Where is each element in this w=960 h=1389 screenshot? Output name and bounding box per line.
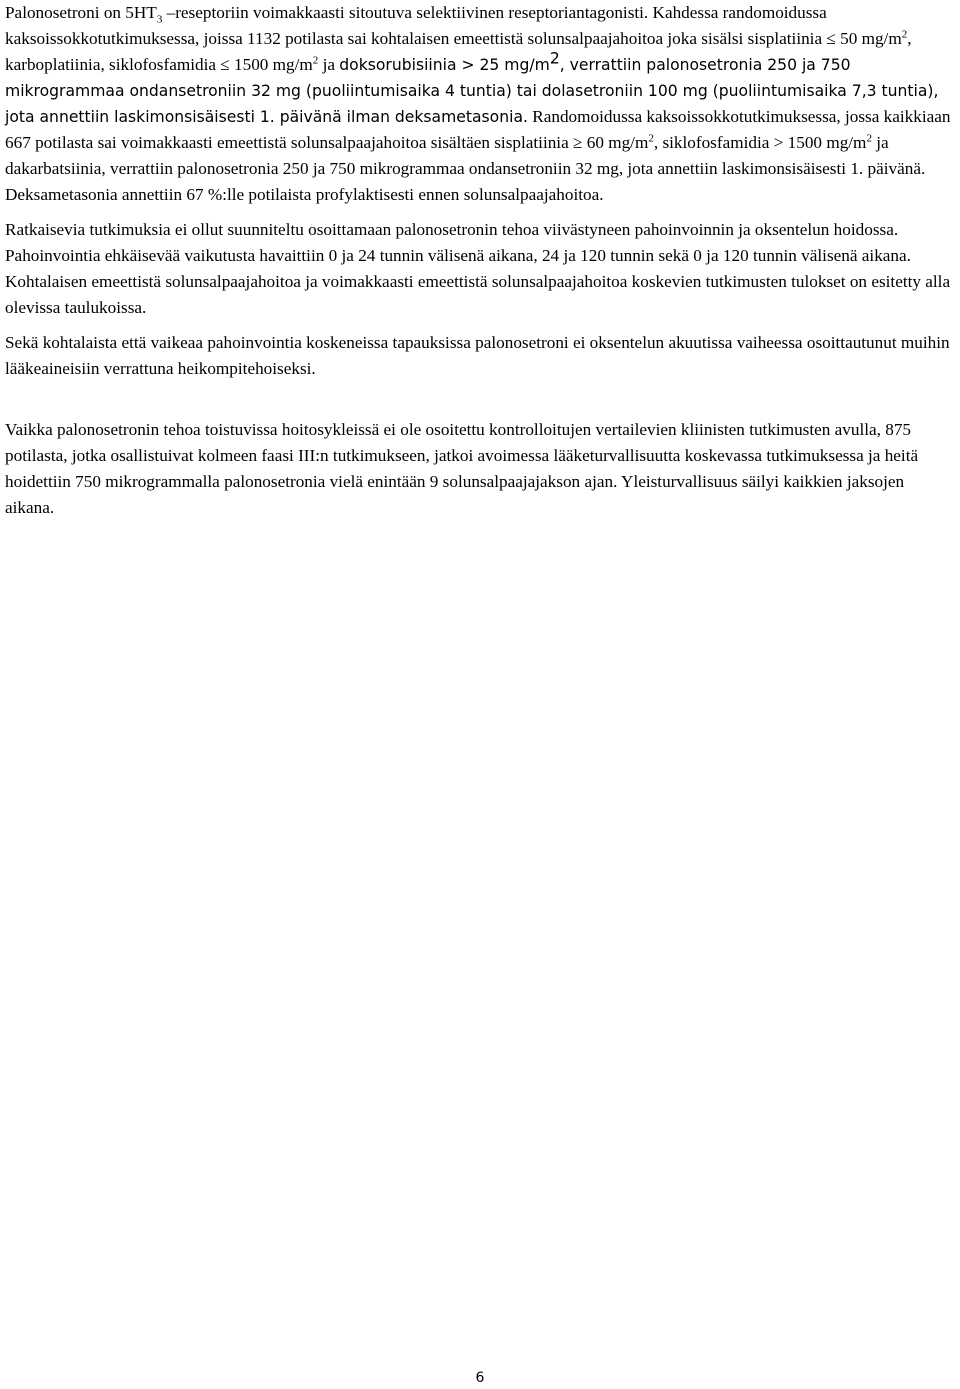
text-segment: Palonosetroni on 5HT <box>5 3 157 22</box>
superscript: 2 <box>901 28 908 41</box>
paragraph-delayed-nausea: Ratkaisevia tutkimuksia ei ollut suunniteltu osoittamaan palonosetronin tehoa viivästyneen pahoinvoinnin ja oksentelun hoidossa. Pahoinvointia ehkäisevää vaikutusta havaittiin 0 ja 24 tunnin välisenä aikana, 24 ja 120 tunnin sekä 0 ja 120 tunnin välisenä aikana. Kohtalaisen emeettistä solunsalpaajahoitoa ja voimakkaasti emeettistä solunsalpaajahoitoa koskevien tutkimusten tulokset on esitetty alla olevissa taulukoissa. <box>5 220 951 317</box>
paragraph-repeat-cycles: Vaikka palonosetronin tehoa toistuvissa hoitosykleissä ei ole osoitettu kontrolloitujen vertailevien kliinisten tutkimusten avulla, 875 potilasta, jotka osallistuivat kolmeen faasi III:n tutkimukseen, jatkoi avoimessa lääketurvallisuutta koskevassa tutkimuksessa ja heitä hoidettiin 750 mikrogrammalla palonosetronia vielä enintään 9 solunsalpaajajakson ajan. Yleisturvallisuus säilyi kaikkien jaksojen aikana. <box>5 420 919 517</box>
text-segment: , siklofosfamidia > 1500 mg/m <box>653 133 867 152</box>
text-segment: –reseptoriin voimakkaasti sitoutuva selektiivinen reseptoriantagonisti. Kahdessa randomoidussa kaksoissokkotutkimuksessa, joissa 1132 potilasta sai kohtalaisen emeettistä solunsalpaajahoitoa joka sisälsi sisplatiinia ≤ 50 mg/m <box>5 3 902 48</box>
text-segment: ja dakarbatsiinia, verrattiin palonosetronia 250 ja 750 mikrogrammaa ondansetroniin 32 mg, jota annettiin laskimonsisäisesti 1. päivänä. Deksametasonia annettiin 67 %:lle potilaista profylaktisesti ennen solunsalpaajahoitoa. <box>5 133 926 204</box>
superscript: 2 <box>549 49 560 68</box>
text-segment-sans: , verrattiin palonosetronia 250 ja 750 mikrogrammaa ondansetroniin 32 mg (puoliintumisaika 4 tuntia) tai dolasetroniin 100 mg (puoliintumisaika 7,3 tuntia), jota annettiin laskimonsisäisesti 1. päivänä ilman deksametasonia. <box>5 56 939 126</box>
text-segment: ja <box>318 55 340 74</box>
text-segment-sans: doksorubisiinia > 25 mg/m <box>339 56 550 74</box>
document-page <box>5 0 957 521</box>
subscript: 3 <box>156 13 163 26</box>
text-segment: Randomoidussa kaksoissokkotutkimuksessa, jossa kaikkiaan 667 potilasta sai voimakkaasti emeettistä solunsalpaajahoitoa sisältäen sisplatiinia ≥ 60 mg/m <box>5 107 951 152</box>
superscript: 2 <box>866 132 872 145</box>
superscript: 2 <box>648 132 654 145</box>
text-segment: , karboplatiinia, siklofosfamidia ≤ 1500 mg/m <box>5 29 912 74</box>
page-number: 6 <box>475 1370 485 1386</box>
paragraph-acute-phase: Sekä kohtalaista että vaikeaa pahoinvointia koskeneissa tapauksissa palonosetroni ei oksentelun akuutissa vaiheessa osoittautunut muihin lääkeaineisiin verrattuna heikompitehoiseksi. <box>5 333 950 378</box>
paragraph-clinical-trials <box>5 0 957 208</box>
superscript: 2 <box>312 54 319 67</box>
